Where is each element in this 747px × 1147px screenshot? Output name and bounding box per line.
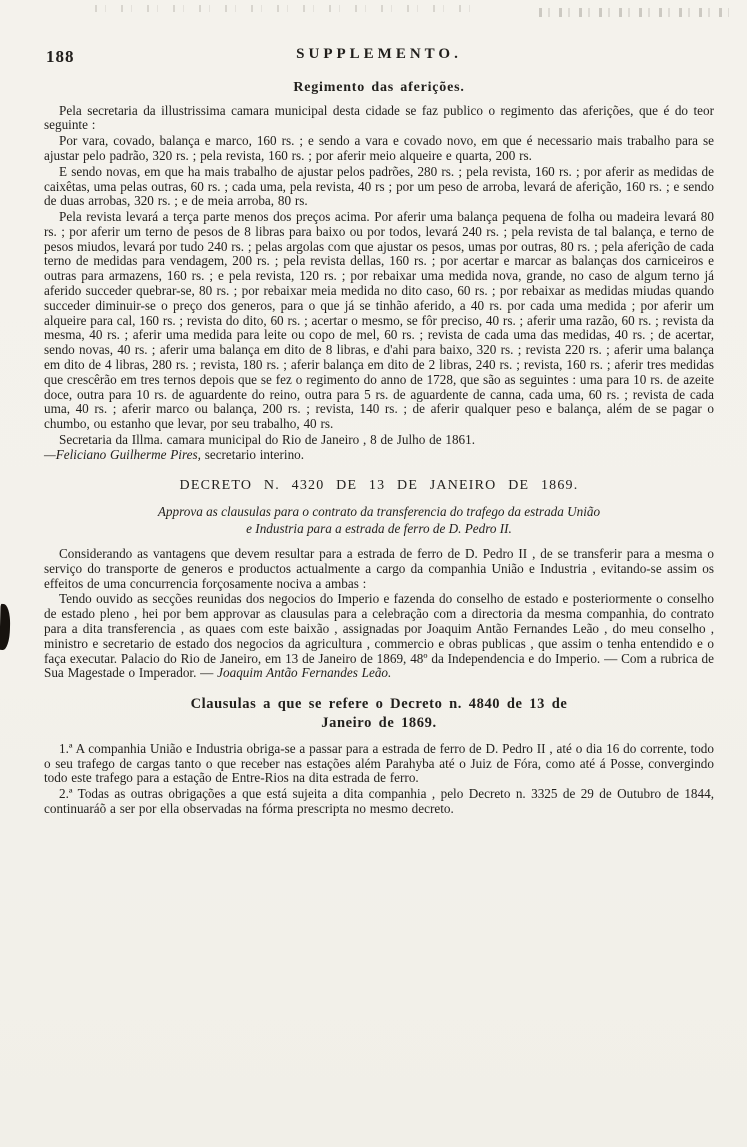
- decree-paragraph-2: [44, 592, 714, 681]
- decree-signature-name: Joaquim Antão Fernandes Leão.: [217, 665, 392, 681]
- clauses-heading-line-1: Clausulas a que se refere o Decreto n. 4840 de 13 de: [190, 696, 568, 713]
- scan-artifact-top-right: [539, 8, 729, 17]
- decree-paragraph-1: Considerando as vantagens que devem resultar para a estrada de ferro de D. Pedro II , de se transferir para a mesma o serviço do transporte de generos e productos actualmente a cargo da companhia União e Industria , evitando-se assim os effeitos de uma concurrencia forçosamente nociva a ambas :: [44, 546, 714, 591]
- closing-secretariat-line: Secretaria da Illma. camara municipal do Rio de Janeiro , 8 de Julho de 1861.: [59, 431, 476, 447]
- clause-2: 2.ª Todas as outras obrigações a que está sujeita a dita companhia , pelo Decreto n. 3325 de 29 de Outubro de 1844, continuaráõ a ser por ella observadas na fórma prescripta no mesmo decreto.: [44, 786, 714, 816]
- clauses-heading: [44, 695, 714, 733]
- section-decree: [44, 478, 714, 681]
- closing-signature-role: secretario interino.: [200, 446, 305, 462]
- closing-signature-name: —Feliciano Guilherme Pires,: [44, 446, 201, 462]
- clause-1: 1.ª A companhia União e Industria obriga-se a passar para a estrada de ferro de D. Pedro II , até o dia 16 do corrente, todo o seu trafego de cargas tanto o que receber nas estações além Parahyba até o Juiz de Fóra, como até á Posse, convergindo todo este trafego para a estação de Entre-Rios na dita estrada de ferro.: [44, 740, 714, 786]
- decree-subtitle: [54, 504, 704, 537]
- decree-heading: DECRETO N. 4320 DE 13 DE JANEIRO DE 1869.: [179, 478, 579, 494]
- decree-paragraph-2-text: Tendo ouvido as secções reunidas dos negocios do Imperio e fazenda do conselho de estado e posteriormente o conselho de estado pleno , hei por bem approvar as clausulas para a celebração com a directoria da mesma companhia, do contrato para a dita transferencia , as quaes com este baixão , assignadas por Joaquim Antão Fernandes Leão , do meu conselho , ministro e secretario de estado dos negocios da agricultura , commercio e obras publicas , que assim o tenha entendido e o faça executar. Palacio do Rio de Janeiro, em 13 de Janeiro de 1869, 48º da Independencia e do Imperio. — Com a rubrica de Sua Magestade o Imperador. —: [44, 591, 714, 681]
- running-title: SUPPLEMENTO.: [296, 46, 462, 62]
- scan-artifact-top-left: [95, 5, 475, 12]
- regimento-paragraph-2: Por vara, covado, balança e marco, 160 rs. ; e sendo a vara e covado novo, em que é necessario mais trabalho para se ajustar pelo padrão, 320 rs. ; pela revista, 160 rs. ; por aferir meio alqueire e quarta, 200 rs.: [44, 133, 714, 164]
- clauses-heading-line-2: Janeiro de 1869.: [321, 714, 437, 731]
- section-regimento: [44, 80, 714, 462]
- regimento-paragraph-4: Pela revista levará a terça parte menos dos preços acima. Por aferir uma balança pequena de folha ou madeira levará 80 rs. ; por aferir um terno de pesos de 8 libras para baixo ou por todos, levará 240 rs. ; pela revista de tal balança, e terno de pesos miudos, levará por tudo 240 rs. ; pelas argolas com que ajustar os pesos, umas por outras, 80 rs. ; pela aferição de cada terno de medidas para vendagem, 200 rs. ; pela revista dellas, 160 rs. ; por acertar e marcar as balanças dos carniceiros e outras para armazens, 160 rs. ; e pela revista, 120 rs. ; por rebaixar uma medida nova, grande, no caso de algum terno já aferido succeder quebrar-se, 80 rs. ; por rebaixar meia medida no dito caso, 60 rs. ; por rebaixar as medidas miudas quando succeder diminuir-se o preço dos generos, para o que já se tinhão aferido, a 40 rs. por cada uma medida ; por aferir um alqueire para cal, 160 rs. ; revista do dito, 60 rs. ; acertar o mesmo, se fôr preciso, 40 rs. ; aferir uma razão, 60 rs. ; revista da mesma, 40 rs. ; aferir uma medida para leite ou copo de mel, 60 rs. ; revista de cada uma das medidas, 40 rs. ; de acertar, sendo novas, 40 rs. ; aferir uma balança em dito de 8 libras, e d'ahi para baixo, 320 rs. ; revista 220 rs. ; aferir uma balança em dito de 4 libras, 280 rs. ; revista, 180 rs. ; aferir balança em dito de 2 libras, 240 rs. ; revista, 160 rs. ; aferir tres medidas que crescêrão em tres ternos depois que se fez o regimento do anno de 1728, que são as seguintes : uma para 10 rs. de azeite doce, outra para 10 rs. de aguardente do reino, outra para 5 rs. de aguardente de canna, cada uma, 60 rs. ; revista de cada uma, 40 rs. ; aferir marco ou balança, 200 rs. ; revista, 140 rs. ; de aferir qualquer peso e balança, além de se pagar o chumbo, ou estanho que levar, por seu trabalho, 40 rs.: [44, 209, 714, 432]
- regimento-paragraph-3: E sendo novas, em que ha mais trabalho de ajustar pelos padrões, 280 rs. ; pela revista, 160 rs. ; por aferir as medidas de caixêtas, uma pelas outras, 60 rs. ; cada uma, pela revista, 40 rs ; por um peso de arroba, levará de aferição, 160 rs. ; e sendo de duas arrobas, 320 rs. ; e de meia arroba, 80 rs.: [44, 163, 714, 209]
- page-number: 188: [46, 47, 75, 66]
- decree-subtitle-line-2: e Industria para a estrada de ferro de D. Pedro II.: [246, 520, 512, 536]
- regimento-paragraph-1: Pela secretaria da illustrissima camara municipal desta cidade se faz publico o regimento das aferições, que é do teor seguinte :: [44, 102, 714, 133]
- decree-subtitle-line-1: Approva as clausulas para o contrato da transferencia do trafego da estrada União: [157, 504, 601, 520]
- ink-blot-artifact: [0, 604, 11, 650]
- regimento-closing: [44, 433, 714, 463]
- section-clauses: [44, 695, 714, 817]
- regimento-heading: Regimento das aferições.: [293, 80, 465, 95]
- page-header: [44, 46, 714, 68]
